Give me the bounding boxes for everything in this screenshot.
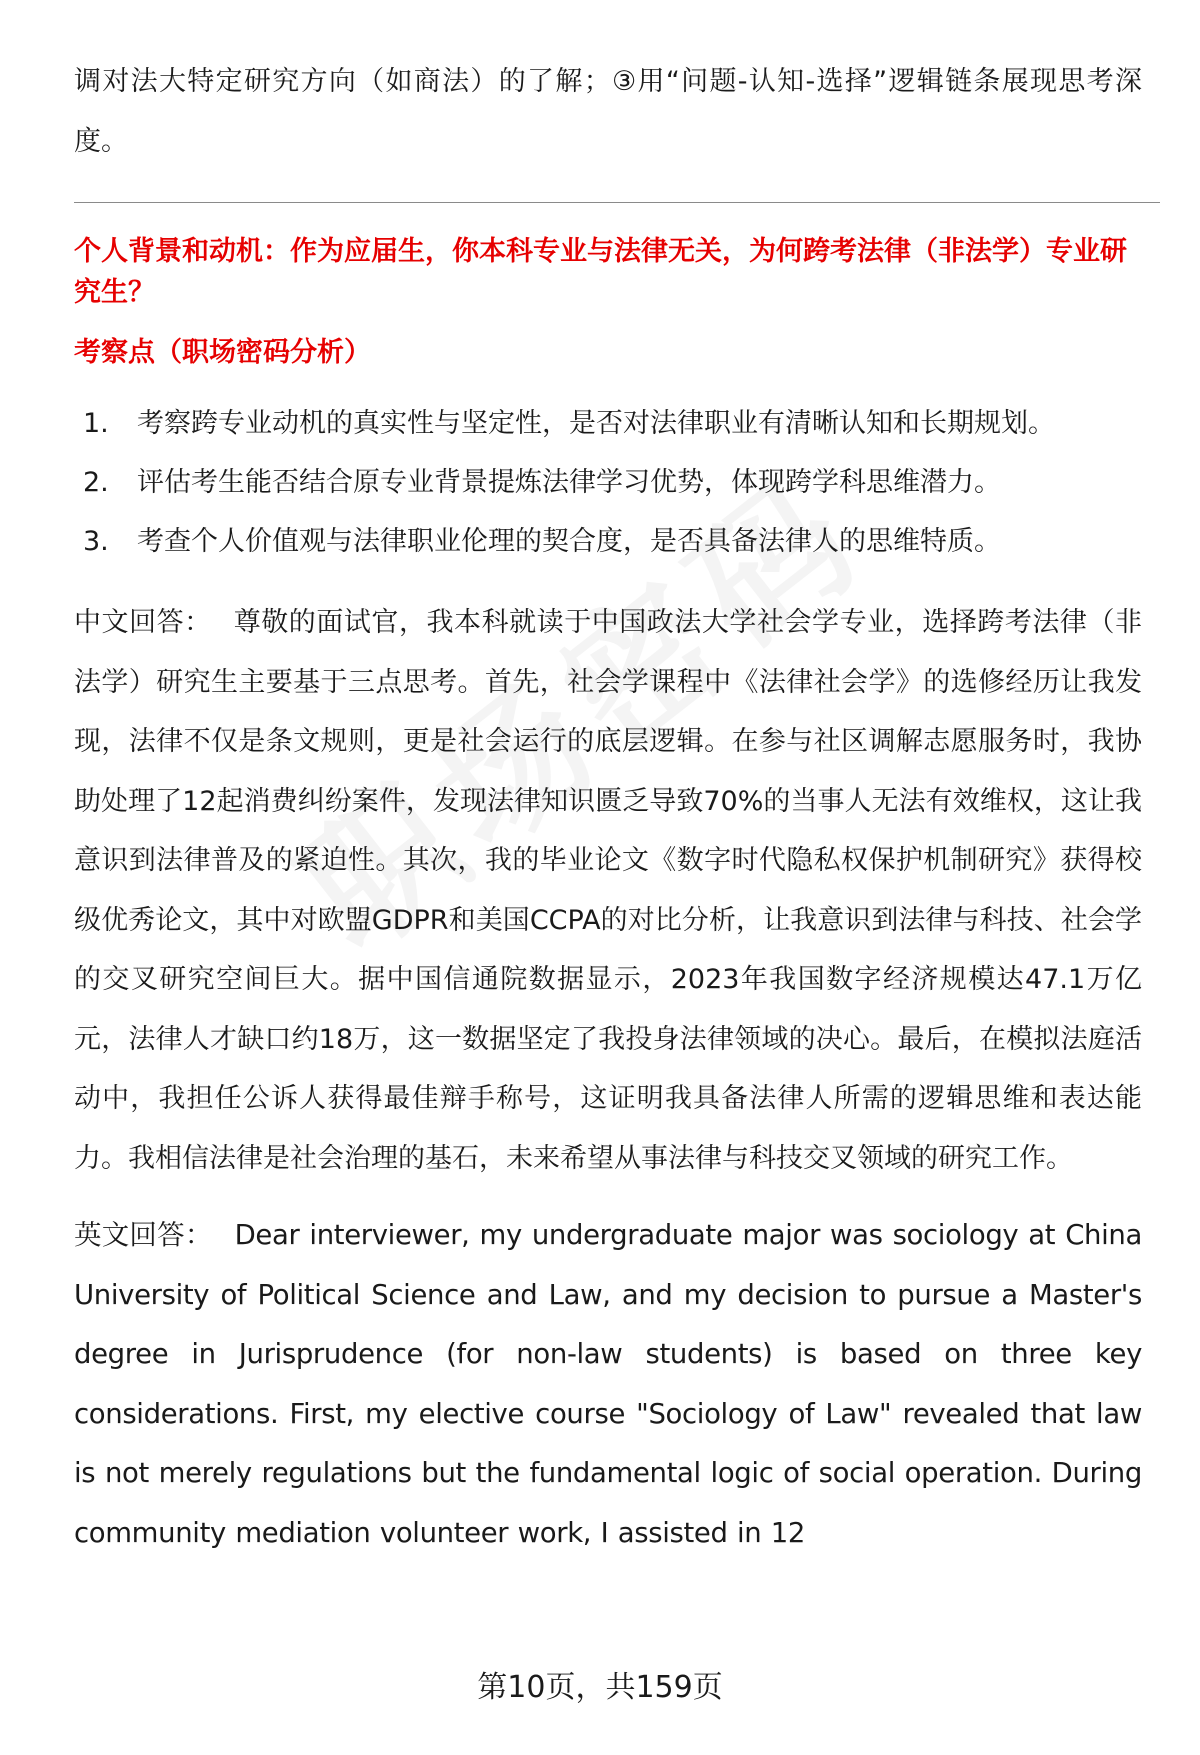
- intro-paragraph: 调对法大特定研究方向（如商法）的了解；③用“问题-认知-选择”逻辑链条展现思考深度。: [74, 66, 1142, 157]
- list-number: 1.: [83, 408, 109, 439]
- list-item: [74, 512, 1142, 571]
- chinese-answer: [74, 593, 1142, 1188]
- question-heading: 个人背景和动机：作为应届生，你本科专业与法律无关，为何跨考法律（非法学）专业研究生？: [74, 236, 1127, 308]
- list-number: 3.: [83, 526, 109, 557]
- section-divider: [74, 202, 1160, 203]
- list-text: 评估考生能否结合原专业背景提炼法律学习优势，体现跨学科思维潜力。: [137, 467, 1001, 498]
- page-content: [74, 52, 1142, 1563]
- list-text: 考查个人价值观与法律职业伦理的契合度，是否具备法律人的思维特质。: [137, 526, 1001, 557]
- list-item: [74, 394, 1142, 453]
- chinese-answer-text: 尊敬的面试官，我本科就读于中国政法大学社会学专业，选择跨考法律（非法学）研究生主要基于三点思考。首先，社会学课程中《法律社会学》的选修经历让我发现，法律不仅是条文规则，更是社会运行的底层逻辑。在参与社区调解志愿服务时，我协助处理了12起消费纠纷案件，发现法律知识匮乏导致70%的当事人无法有效维权，这让我意识到法律普及的紧迫性。其次，我的毕业论文《数字时代隐私权保护机制研究》获得校级优秀论文，其中对欧盟GDPR和美国CCPA的对比分析，让我意识到法律与科技、社会学的交叉研究空间巨大。据中国信通院数据显示，2023年我国数字经济规模达47.1万亿元，法律人才缺口约18万，这一数据坚定了我投身法律领域的决心。最后，在模拟法庭活动中，我担任公诉人获得最佳辩手称号，这证明我具备法律人所需的逻辑思维和表达能力。我相信法律是社会治理的基石，未来希望从事法律与科技交叉领域的研究工作。: [74, 607, 1142, 1174]
- english-answer: [74, 1206, 1142, 1563]
- list-number: 2.: [83, 467, 109, 498]
- list-text: 考察跨专业动机的真实性与坚定性，是否对法律职业有清晰认知和长期规划。: [137, 408, 1055, 439]
- list-item: [74, 453, 1142, 512]
- chinese-answer-label: 中文回答：: [74, 607, 212, 638]
- english-answer-text: Dear interviewer, my undergraduate major was sociology at China University of Political Science and Law, and my decision to pursue a Master's degree in Jurisprudence (for non-law students) is based on three key considerations. First, my elective course "Sociology of Law" revealed that law is not merely regulations but the fundamental logic of social operation. During community mediation volunteer work, I assisted in 12: [74, 1219, 1142, 1549]
- analysis-points: [74, 394, 1142, 571]
- page-number: 第10页，共159页: [477, 1670, 723, 1705]
- english-answer-label: 英文回答：: [74, 1219, 213, 1251]
- analysis-title: 考察点（职场密码分析）: [74, 337, 371, 368]
